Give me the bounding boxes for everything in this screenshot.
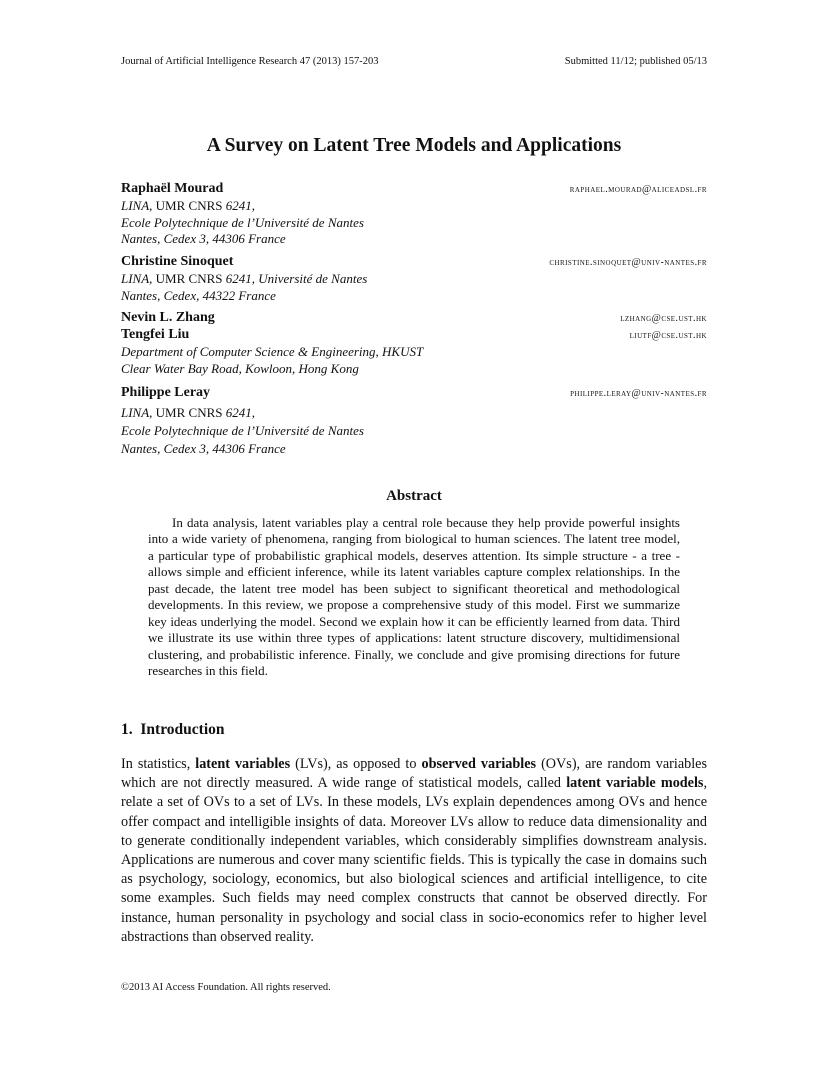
affiliation-line: LINA, UMR CNRS 6241, Université de Nantes [121,271,368,286]
affiliation-line: Department of Computer Science & Engineering, HKUST [121,344,424,359]
copyright-footer: ©2013 AI Access Foundation. All rights reserved. [121,982,331,993]
paper-title: A Survey on Latent Tree Models and Applications [206,135,622,156]
term-latent-variables: latent variables [195,756,291,772]
author-email-zhang: lzhang@cse.ust.hk [620,313,707,324]
affiliation-line: Clear Water Bay Road, Kowloon, Hong Kong [121,360,359,376]
affiliation-line: Nantes, Cedex, 44322 France [121,287,276,303]
affiliation-line: Nantes, Cedex 3, 44306 France [121,231,286,247]
term-observed-variables: observed variables [421,756,537,772]
author-affiliation-hkust [121,344,423,377]
author-name-leray: Philippe Leray [121,385,211,400]
journal-header: Journal of Artificial Intelligence Research 47 (2013) 157-203 [121,56,379,67]
intro-text: (LVs), as opposed to [290,756,422,772]
author-affiliation-sinoquet [121,271,367,304]
author-affiliation-mourad [121,198,364,248]
section-heading-introduction: 1. Introduction [121,721,225,738]
affiliation-line: Ecole Polytechnique de l’Université de Nantes [121,214,364,230]
intro-text: , relate a set of OVs to a set of LVs. In these models, LVs explain dependences among OVs and hence offer compact and intelligible insights of data. Moreover LVs allow to reduce data dimensionality and to generate conditionally independent variables, which considerably simplifies downstream analysis. Applications are numerous and cover many scientific fields. This is typically the case in domains such as psychology, sociology, economics, but also biological sciences and artificial intelligence, to cite some examples. Such fields may need complex constructs that cannot be observed directly. For instance, human personality in psychology and social class in socio-economics refer to higher level abstractions than observed reality. [121,775,707,945]
author-name-sinoquet: Christine Sinoquet [121,254,234,269]
author-name-mourad: Raphaël Mourad [121,181,224,196]
intro-text: In statistics, [121,756,196,772]
abstract-text: In data analysis, latent variables play a central role because they help provide powerful insights into a wide variety of phenomena, ranging from biological to human sciences. The latent tree model, a particular type of probabilistic graphical models, deserves attention. Its simple structure - a tree - allows simple and efficient inference, while its latent variables capture complex relationships. In the past decade, the latent tree model has been subject to significant theoretical and methodological developments. In this review, we propose a comprehensive study of this model. First we summarize key ideas underlying the model. Second we explain how it can be efficiently learned from data. Third we illustrate its use within three types of applications: latent structure discovery, multidimensional clustering, and probabilistic inference. Finally, we conclude and give promising directions for future researches in this field. [148,515,680,679]
affiliation-line: LINA, UMR CNRS 6241, [121,198,255,213]
term-latent-variable-models: latent variable models [566,775,704,792]
author-email-sinoquet: christine.sinoquet@univ-nantes.fr [549,257,707,268]
abstract-heading: Abstract [386,488,442,504]
author-name-zhang: Nevin L. Zhang [121,310,215,325]
affiliation-line: LINA, UMR CNRS 6241, [121,405,255,420]
author-email-leray: philippe.leray@univ-nantes.fr [570,388,707,399]
author-email-mourad: raphael.mourad@aliceadsl.fr [569,184,707,195]
introduction-paragraph [121,755,707,947]
author-name-liu: Tengfei Liu [121,327,190,342]
affiliation-line: Nantes, Cedex 3, 44306 France [121,441,286,456]
affiliation-line: Ecole Polytechnique de l’Université de Nantes [121,423,364,438]
intro-text: (OVs), are random variables which are not directly measured. A wide range of statistical models, called [121,756,707,792]
author-affiliation-leray [121,404,364,458]
submission-dates: Submitted 11/12; published 05/13 [564,56,707,67]
author-email-liu: liutf@cse.ust.hk [629,330,707,341]
